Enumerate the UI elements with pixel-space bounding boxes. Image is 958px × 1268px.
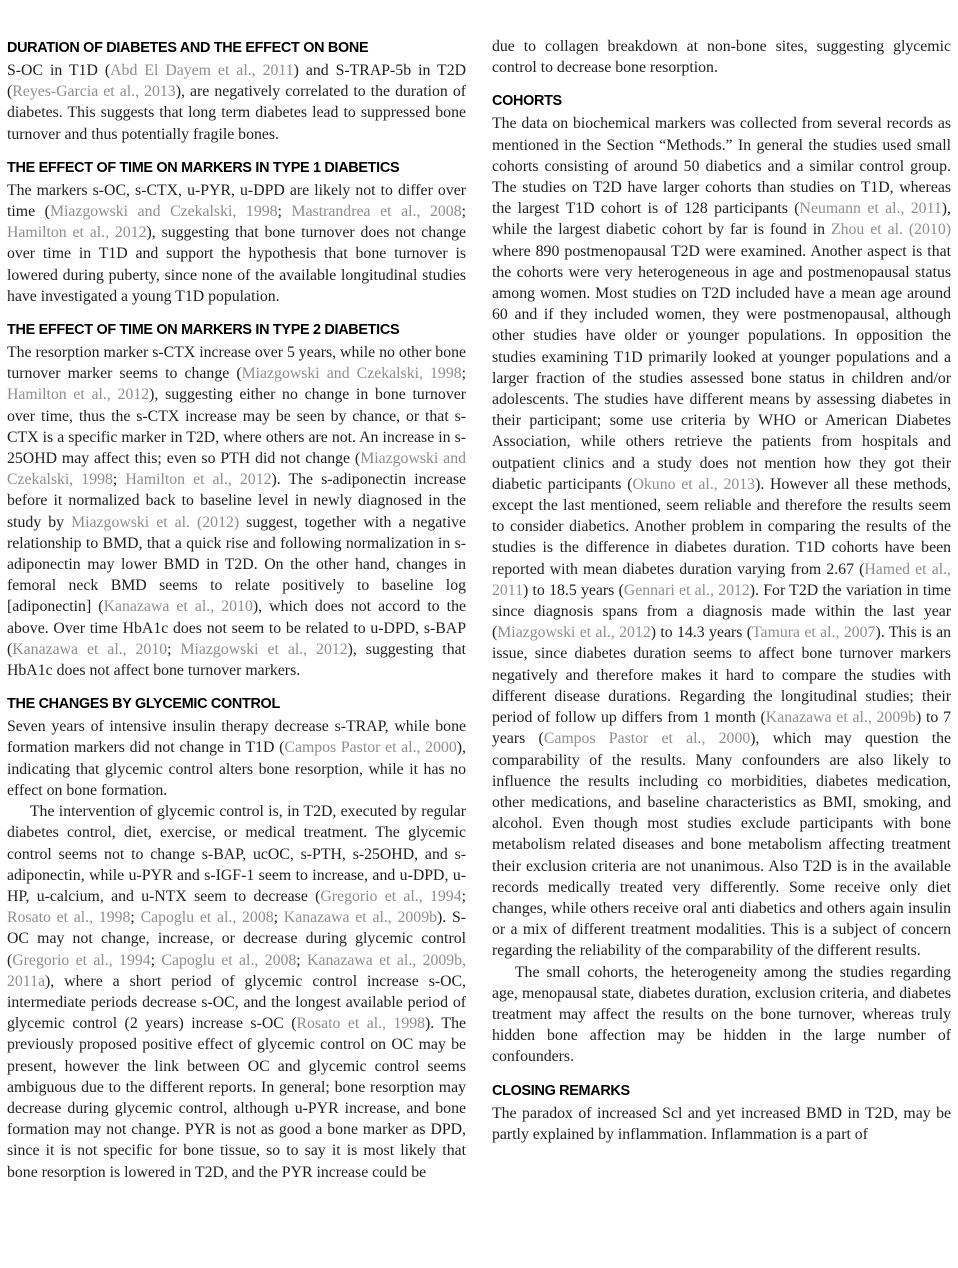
text-run: Seven years of intensive insulin therapy decrease s-TRAP, while bone formation markers did not change in T1D ( [7,718,466,757]
citation-link[interactable]: Kanazawa et al., 2010 [12,640,168,658]
citation-link[interactable]: Campos Pastor et al., 2000 [284,739,457,757]
section-heading: CLOSING REMARKS [492,1082,630,1099]
text-run: ), suggesting either no change in bone turnover over time, thus the s-CTX increase may be seen by chance, or that s-CTX is a specific marker in T2D, where others are not. An increase in s-25OHD may affect this; even so PTH did not change ( [7,386,466,468]
text-run: ). This is an issue, since diabetes duration seems to affect bone turnover markers negatively and therefore makes it hard to compare the studies with different disease durations. Regarding the longitudinal studies; their period of follow up differs from 1 month ( [492,624,951,727]
citation-link[interactable]: Miazgowski et al., 2012 [180,640,348,658]
text-run: ). S-OC may not change, increase, or decrease during glycemic control ( [7,909,467,969]
text-run: ; [296,951,308,969]
citation-link[interactable]: Gregorio et al., 1994 [320,887,462,905]
text-run: ; [461,203,466,221]
text-run: ; [461,365,467,383]
citation-link[interactable]: Hamilton et al., 2012 [7,386,150,404]
paragraph [492,1103,951,1145]
citation-link[interactable]: Rosato et al., 1998 [7,909,131,927]
citation-link[interactable]: Kanazawa et al., 2010 [103,598,253,616]
text-run: ) to 18.5 years ( [523,581,624,599]
text-run: ), suggesting that bone turnover does not change over time in T1D and support the hypothesis that bone turnover is lowered during puberty, since none of the available longitudinal studies have investigated a young T1D population. [7,224,467,305]
text-run: ; [277,203,292,221]
text-run: ). The s-adiponectin increase before it normalized back to baseline level in newly diagnosed in the study by [7,471,466,531]
text-run: ), while the largest diabetic cohort by far is found in [492,200,952,239]
citation-link[interactable]: Miazgowski and Czekalski, 1998 [49,203,278,221]
text-run: ), are negatively correlated to the duration of diabetes. This suggests that long term diabetes lead to suppressed bone turnover and thus potentially fragile bones. [7,83,466,143]
section-heading: THE EFFECT OF TIME ON MARKERS IN TYPE 1 DIABETICS [7,159,400,176]
text-run: suggest, together with a negative relationship to BMD, that a quick rise and following normalization in s-adiponectin may lower BMD in T2D. On the other hand, changes in femoral neck BMD seems to relate positively to baseline log [adiponectin] ( [7,513,467,616]
section-heading: COHORTS [492,93,562,110]
text-run: ). For T2D the variation in time since diagnosis spans from a diagnosis made within the last year ( [492,581,951,642]
paragraph [7,60,466,145]
citation-link[interactable]: Kanazawa et al., 2009b, 2011a [7,951,467,990]
text-run: ) and S-TRAP-5b in T2D ( [7,62,467,101]
paragraph [492,113,951,961]
citation-link[interactable]: Zhou et al. (2010) [830,221,951,239]
text-run: The intervention of glycemic control is, in T2D, executed by regular diabetes control, diet, exercise, or medical treatment. The glycemic control seems not to change s-BAP, ucOC, s-PTH, s-25OHD, and s-adiponectin, while u-PYR and s-IGF-1 seem to increase, and u-DPD, u-HP, u-calcium, and u-NTX seem to decrease ( [7,803,466,905]
text-run: ). However all these methods, except the last mentioned, seem reliable and therefore the results seem to consider diabetics. Another problem in comparing the results of the studies is the difference in diabetes duration. T1D cohorts have been reported with mean diabetes duration varying from 2.67 ( [492,475,951,578]
paragraph [7,342,466,681]
citation-link[interactable]: Miazgowski and Czekalski, 1998 [7,450,466,489]
citation-link[interactable]: Tamura et al., 2007 [752,624,876,642]
text-run: The data on biochemical markers was collected from several records as mentioned in the Section “Methods.” In general the studies used small cohorts consisting of around 50 diabetics and a similar control group. The studies on T2D have larger cohorts than studies on T1D, whereas the largest T1D cohort is of 128 participants ( [492,115,951,218]
text-run: ), where a short period of glycemic control increase s-OC, intermediate periods decrease s-OC, and the longest available period of glycemic control (2 years) increase s-OC ( [7,972,466,1033]
text-run: The paradox of increased Scl and yet increased BMD in T2D, may be partly explained by inflammation. Inflammation is a part of [492,1104,951,1143]
text-run: ; [112,471,126,489]
citation-link[interactable]: Hamilton et al., 2012 [125,471,272,489]
citation-link[interactable]: Hamilton et al., 2012 [7,224,147,242]
citation-link[interactable]: Abd El Dayem et al., 2011 [110,62,294,79]
citation-link[interactable]: Kanazawa et al., 2009b [283,909,437,927]
citation-link[interactable]: Gregorio et al., 1994 [12,951,151,969]
citation-link[interactable]: Gennari et al., 2012 [623,581,750,599]
text-run: The resorption marker s-CTX increase over 5 years, while no other bone turnover marker seems to change ( [7,344,466,383]
citation-link[interactable]: Mastrandrea et al., 2008 [291,203,462,221]
paragraph [492,962,951,1068]
text-run: The markers s-OC, s-CTX, u-PYR, u-DPD are likely not to differ over time ( [7,181,466,221]
text-run: where 890 postmenopausal T2D were examined. Another aspect is that the cohorts were very heterogeneous in age and postmenopausal status among women. Most studies on T2D included have a mean age around 60 and if they included women, they were postmenopausal, although other studies have older or younger populations. In opposition the studies examining T1D primarily looked at younger populations and a larger fraction of the studies assessed bone status in children and/or adolescents. The studies have different means by assessing diabetes in their participant; some use criteria by WHO or American Diabetes Association, while others retrieve the patients from hospitals and outpatient clinics and a study does not mention how they got their diabetic participants ( [492,242,951,493]
citation-link[interactable]: Miazgowski and Czekalski, 1998 [241,365,462,383]
citation-link[interactable]: Capoglu et al., 2008 [140,909,274,927]
paragraph [7,180,466,307]
citation-link[interactable]: Miazgowski et al., 2012 [497,624,651,642]
paragraph [7,716,466,801]
paragraph [7,801,466,1183]
text-run: ; [273,909,284,927]
citation-link[interactable]: Reyes-Garcia et al., 2013 [12,83,176,101]
section-heading: THE EFFECT OF TIME ON MARKERS IN TYPE 2 DIABETICS [7,322,400,339]
text-run: ) to 14.3 years ( [650,624,753,642]
text-run: ). The previously proposed positive effect of glycemic control on OC may be present, however the link between OC and glycemic control seems ambiguous due to the different reports. In general; bone resorption may decrease during glycemic control, although u-PYR increase, and bone formation may not change. PYR is not as good a bone marker as DPD, since it is not specific for bone tissue, so to say it is most likely that bone resorption is lowered in T2D, and the PYR increase could be [7,1015,466,1181]
section-heading: DURATION OF DIABETES AND THE EFFECT ON BONE [7,40,369,56]
text-run: ; [150,951,162,969]
text-run: ), indicating that glycemic control alters bone resorption, while it has no effect on bone formation. [7,739,466,799]
paragraph [492,36,951,78]
section-heading: THE CHANGES BY GLYCEMIC CONTROL [7,696,280,713]
text-run: ), which does not accord to the above. Over time HbA1c does not seem to be related to u-DPD, s-BAP ( [7,598,466,658]
text-run: ) to 7 years ( [492,709,951,748]
citation-link[interactable]: Okuno et al., 2013 [632,475,756,493]
citation-link[interactable]: Hamed et al., 2011 [492,560,952,599]
text-run: ), suggesting that HbA1c does not affect bone turnover markers. [7,640,466,680]
citation-link[interactable]: Kanazawa et al., 2009b [765,709,917,727]
right-column [492,36,951,1268]
citation-link[interactable]: Rosato et al., 1998 [296,1015,426,1033]
left-column [7,36,466,1268]
citation-link[interactable]: Campos Pastor et al., 2000 [543,730,751,748]
text-run: ; [167,640,181,658]
text-run: ), which may question the comparability of the results. Many confounders are also likely to influence the results including co morbidities, diabetes medication, other medications, and baseline characteristics as BMI, smoking, and alcohol. Even though most studies exclude participants with bone metabolism related diseases and bone metabolism affecting treatment their exclusion criteria are not unanimous. Also T2D is in the available records medically treated very differently. Some receive only diet changes, while others receive oral anti diabetics and others again insulin or a mix of different treatment modalities. This is a subject of concern regarding the reliability of the comparability of the different results. [492,730,951,960]
text-run: ; [130,909,141,927]
citation-link[interactable]: Capoglu et al., 2008 [161,951,297,969]
text-run: S-OC in T1D ( [7,62,111,79]
citation-link[interactable]: Neumann et al., 2011 [799,200,942,218]
citation-link[interactable]: Miazgowski et al. (2012) [71,513,240,531]
text-run: The small cohorts, the heterogeneity among the studies regarding age, menopausal state, diabetes duration, exclusion criteria, and diabetes treatment may affect the results on the bone turnover, whereas truly hidden bone affection may be hidden in the large number of confounders. [492,963,951,1066]
text-run: ; [461,887,466,905]
text-run: due to collagen breakdown at non-bone sites, suggesting glycemic control to decrease bone resorption. [492,38,951,77]
